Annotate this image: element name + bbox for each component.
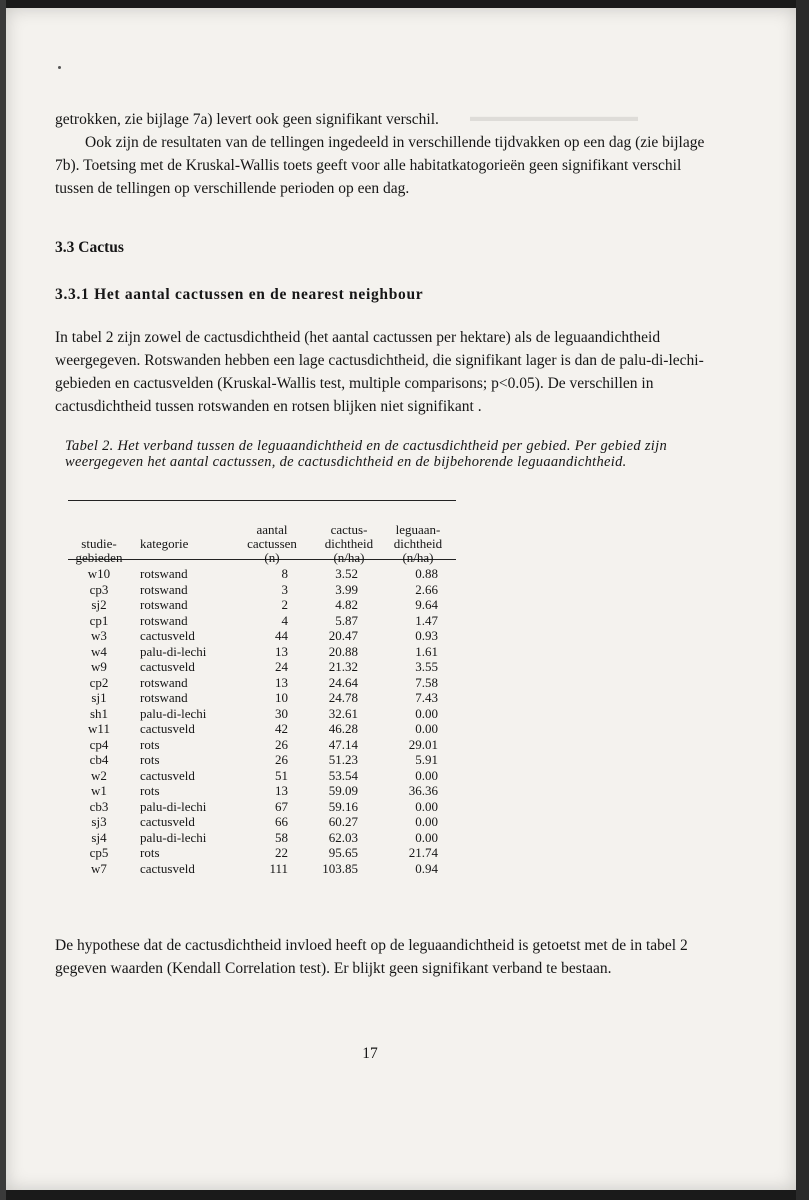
table-header [68,509,456,565]
bleed-through-text: ▬▬▬▬▬▬▬▬▬▬▬▬ [470,110,638,125]
paragraph-4: De hypothese dat de cactusdichtheid invloed heeft op de leguaandichtheid is getoetst met de in tabel 2 gegeven waarden (Kendall Correlation test). Er blijkt geen signifikant verband te bestaan. [55,937,688,977]
cell-count: 26 [275,736,288,752]
page-edge-right [796,0,809,1200]
cell-site: sj2 [91,597,107,612]
cell-cactus-density: 46.28 [328,721,358,736]
table-row [68,690,456,706]
cell-cactus-density: 21.32 [328,659,358,674]
cell-cactus-density: 53.54 [328,767,358,783]
cell-site: sj1 [91,690,107,705]
cell-cactus-density: 60.27 [328,814,358,829]
cell-category: cactusveld [140,767,195,783]
section-heading: 3.3 Cactus [55,239,124,256]
header-count-line2: cactussen [247,536,297,551]
cell-cactus-density: 59.09 [328,783,358,798]
cell-site: w4 [91,643,107,659]
cell-iguana-density: 0.00 [415,829,438,845]
subsection-heading: 3.3.1 Het aantal cactussen en de nearest neighbour [55,286,424,303]
paragraph-3: In tabel 2 zijn zowel de cactusdichtheid (het aantal cactussen per hektare) als de leguaandichtheid weergegeven. Rotswanden hebben een lage cactusdichtheid, die signifikant lager is dan de palu-di-lechi-gebieden en cactusvelden (Kruskal-Wallis test, multiple comparisons; p<0.05). De verschillen in cactusdichtheid tussen rotswanden en rotsen blijken niet signifikant . [55,329,704,415]
table-row [68,721,456,737]
cell-category: palu-di-lechi [140,705,207,721]
table-row [68,830,456,846]
cell-cactus-density: 62.03 [328,829,358,845]
cell-site: w7 [91,860,107,876]
cell-cactus-density: 20.47 [328,628,358,643]
cell-site: cp5 [89,845,109,860]
table-caption: Tabel 2. Het verband tussen de leguaandichtheid en de cactusdichtheid per gebied. Per gebied zijn weergegeven het aantal cactussen, de cactusdichtheid en de bijbehorende leguaandichtheid. [65,438,667,470]
paragraph-2: Ook zijn de resultaten van de tellingen ingedeeld in verschillende tijdvakken op een dag (zie bijlage 7b). Toetsing met de Kruskal-Wallis toets geeft voor alle habitatkatogorieën geen signifikant verschil tussen de tellingen op verschillende perioden op een dag. [55,134,705,197]
paragraph-1: getrokken, zie bijlage 7a) levert ook geen signifikant verschil. [55,111,439,128]
cell-count: 3 [281,581,288,597]
table-row [68,845,456,861]
cell-cactus-density: 47.14 [328,736,358,752]
table-row [68,783,456,799]
cell-count: 2 [281,597,288,612]
table-top-rule [68,500,456,501]
cell-iguana-density: 0.88 [415,566,438,581]
cell-iguana-density: 2.66 [415,581,438,597]
cell-category: rotswand [140,597,188,612]
cell-category: rots [140,845,160,860]
cell-site: cp3 [89,581,109,597]
cell-site: sh1 [89,705,109,721]
header-count [246,523,298,565]
cell-iguana-density: 7.58 [415,674,438,690]
cell-count: 67 [275,798,288,814]
table-body [68,566,456,876]
table-row [68,644,456,660]
cell-cactus-density: 24.78 [328,690,358,705]
cell-category: cactusveld [140,860,195,876]
table-row [68,799,456,815]
cell-category: cactusveld [140,814,195,829]
header-site-line2: gebieden [75,550,123,565]
table-row [68,814,456,830]
table-row [68,861,456,877]
cell-site: cb3 [89,798,109,814]
cell-site: w2 [91,767,107,783]
header-category: kategorie [140,536,189,551]
cell-iguana-density: 0.00 [415,767,438,783]
cell-cactus-density: 24.64 [328,674,358,690]
table-row [68,752,456,768]
table-row [68,628,456,644]
table-row [68,582,456,598]
cell-site: w10 [87,566,111,581]
table-row [68,768,456,784]
cell-cactus-density: 103.85 [322,860,358,876]
cell-site: w3 [91,628,107,643]
cell-cactus-density: 95.65 [328,845,358,860]
cell-category: rotswand [140,690,188,705]
cell-count: 58 [275,829,288,845]
cell-category: cactusveld [140,628,195,643]
table-row [68,613,456,629]
cell-category: palu-di-lechi [140,829,207,845]
cell-category: rots [140,783,160,798]
cell-count: 13 [275,643,288,659]
cell-count: 22 [275,845,288,860]
header-site-line1: studie- [81,536,117,551]
header-ld-line2: dichtheid [393,536,443,551]
cell-iguana-density: 7.43 [415,690,438,705]
cell-iguana-density: 0.94 [415,860,438,876]
cell-iguana-density: 0.00 [415,798,438,814]
cell-iguana-density: 0.93 [415,628,438,643]
cell-iguana-density: 0.00 [415,814,438,829]
cell-count: 66 [275,814,288,829]
cell-iguana-density: 3.55 [415,659,438,674]
cell-site: sj4 [91,829,107,845]
cell-count: 26 [275,752,288,767]
cell-iguana-density: 0.00 [415,721,438,736]
cell-count: 24 [275,659,288,674]
table-row [68,675,456,691]
header-ld-line1: leguaan- [395,522,441,537]
cell-count: 13 [275,674,288,690]
cell-category: rotswand [140,581,188,597]
cell-cactus-density: 51.23 [328,752,358,767]
header-count-line3: (n) [264,550,280,565]
table-row [68,597,456,613]
cell-count: 8 [281,566,288,581]
cell-cactus-density: 32.61 [328,705,358,721]
header-cactus-density [322,523,376,565]
cell-site: cb4 [89,752,109,767]
data-table [68,500,456,876]
cell-iguana-density: 21.74 [408,845,438,860]
header-iguana-density [386,523,450,565]
cell-iguana-density: 5.91 [415,752,438,767]
header-cd-line2: dichtheid [324,536,374,551]
header-count-line1: aantal [256,522,288,537]
header-cd-line3: (n/ha) [333,550,365,565]
cell-iguana-density: 9.64 [415,597,438,612]
cell-category: rotswand [140,674,188,690]
cell-cactus-density: 4.82 [335,597,358,612]
cell-category: rots [140,752,160,767]
cell-cactus-density: 59.16 [328,798,358,814]
cell-cactus-density: 3.52 [335,566,358,581]
cell-count: 10 [275,690,288,705]
cell-iguana-density: 1.47 [415,612,438,628]
cell-cactus-density: 20.88 [328,643,358,659]
cell-category: palu-di-lechi [140,798,207,814]
speck [58,66,61,69]
cell-category: rotswand [140,612,188,628]
cell-iguana-density: 0.00 [415,705,438,721]
cell-category: rotswand [140,566,188,581]
cell-site: w11 [88,721,110,736]
cell-iguana-density: 29.01 [408,736,438,752]
table-row [68,706,456,722]
cell-site: cp4 [89,736,109,752]
header-site [68,537,130,565]
cell-iguana-density: 36.36 [408,783,438,798]
header-cd-line1: cactus- [330,522,368,537]
page-number: 17 [362,1045,378,1062]
cell-count: 4 [281,612,288,628]
cell-count: 44 [275,628,288,643]
cell-category: rots [140,736,160,752]
cell-category: cactusveld [140,721,195,736]
cell-iguana-density: 1.61 [415,643,438,659]
cell-category: palu-di-lechi [140,643,207,659]
table-row [68,659,456,675]
table-row [68,737,456,753]
cell-site: cp1 [89,612,109,628]
table-row [68,566,456,582]
cell-count: 30 [275,705,288,721]
cell-count: 42 [275,721,288,736]
cell-site: w1 [91,783,107,798]
cell-count: 51 [275,767,288,783]
header-ld-line3: (n/ha) [402,550,434,565]
cell-cactus-density: 5.87 [335,612,358,628]
cell-cactus-density: 3.99 [335,581,358,597]
cell-site: cp2 [89,674,109,690]
cell-category: cactusveld [140,659,195,674]
cell-count: 13 [275,783,288,798]
cell-site: w9 [91,659,107,674]
cell-count: 111 [269,860,288,876]
cell-site: sj3 [91,814,107,829]
